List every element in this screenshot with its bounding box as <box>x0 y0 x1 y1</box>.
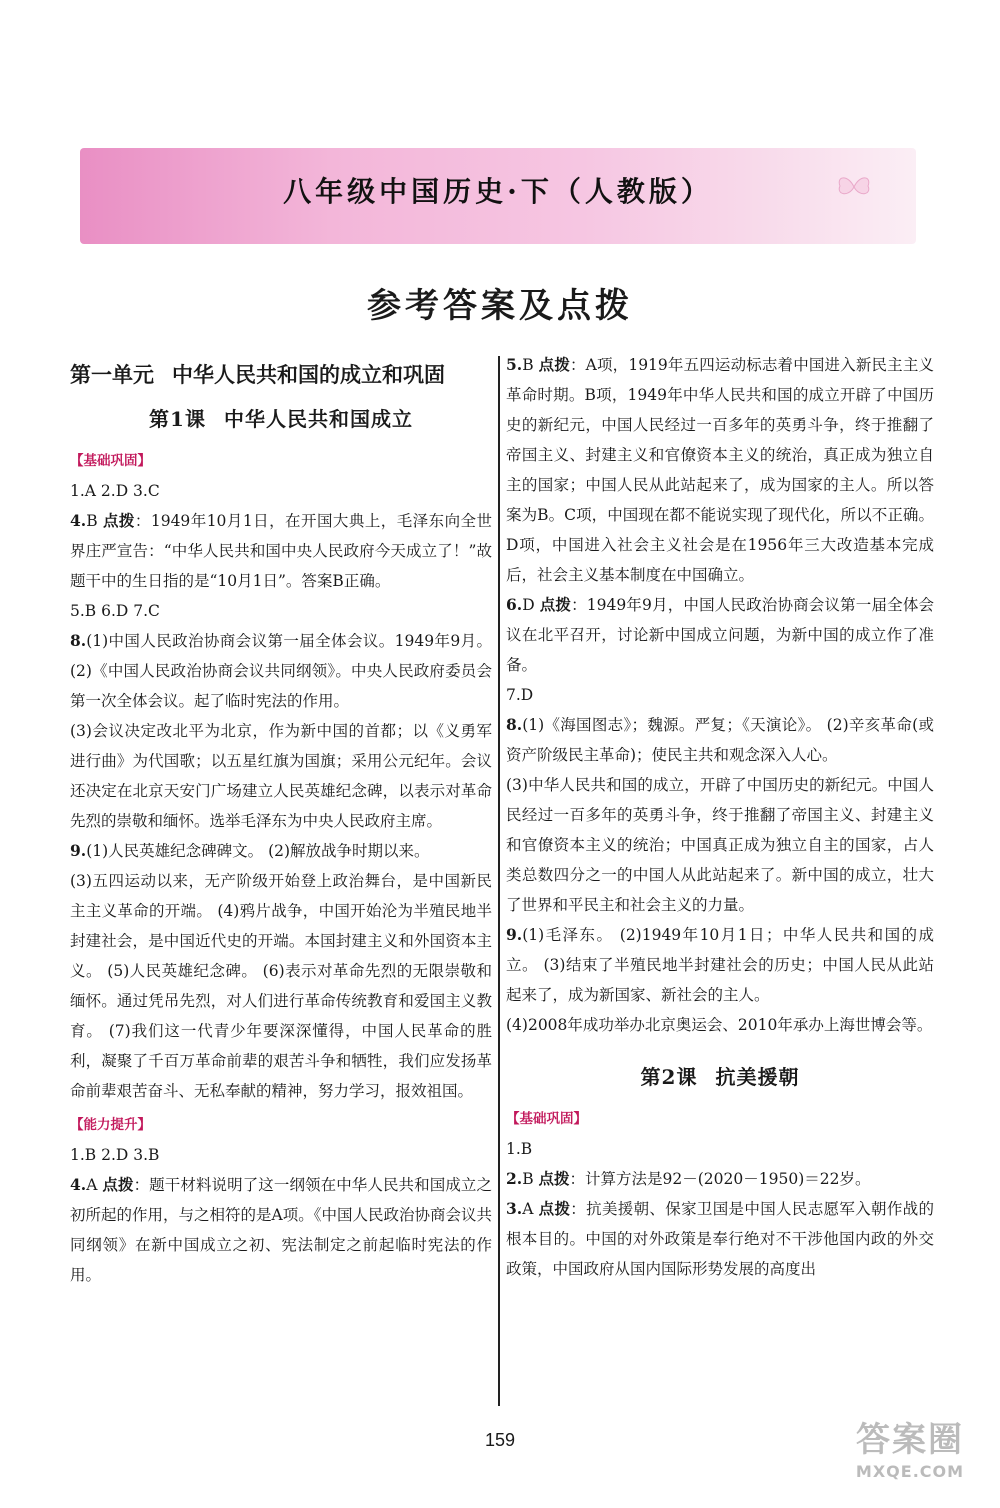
item-number: 4. <box>70 1175 87 1194</box>
right-column <box>506 350 934 1284</box>
item-text: (1)毛泽东。 (2)1949年10月1日；中华人民共和国的成立。 (3)结束了半殖民地半封建社会的历史；中国人民从此站起来了，成为新国家、新社会的主人。 <box>506 926 934 1004</box>
watermark-url: MXQE.COM <box>855 1462 965 1481</box>
answer-continuation: (4)2008年成功举办北京奥运会、2010年承办上海世博会等。 <box>506 1016 933 1034</box>
tip-label: 点拨 <box>102 511 135 530</box>
answer-item <box>70 506 492 596</box>
item-answer: B <box>86 512 103 530</box>
item-number: 8. <box>70 631 87 650</box>
unit-number: 第一单元 <box>70 363 154 387</box>
tip-label: 点拨 <box>538 1169 570 1188</box>
item-number: 2. <box>506 1169 523 1188</box>
answer-line: 1.A 2.D 3.C <box>70 482 160 500</box>
page-number: 159 <box>484 1430 516 1450</box>
section-label: 【基础巩固】 <box>506 1111 587 1127</box>
answer-item <box>506 350 934 590</box>
item-number: 9. <box>70 841 87 860</box>
unit-heading <box>70 360 492 390</box>
item-answer: B <box>522 1170 539 1188</box>
item-number: 3. <box>506 1199 523 1218</box>
answer-item <box>506 590 934 680</box>
answer-item <box>506 920 934 1010</box>
lesson-title: 抗美援朝 <box>715 1065 800 1089</box>
answer-continuation: (3)中华人民共和国的成立，开辟了中国历史的新纪元。中国人民经过一百多年的英勇斗争，终于推翻了帝国主义、封建主义和官僚资本主义的统治；中国真正成为独立自主的国家，占人类总数四分之一的中国人从此站起来了。新中国的成立，壮大了世界和平民主和社会主义的力量。 <box>506 776 934 914</box>
item-text: (1)人民英雄纪念碑碑文。 (2)解放战争时期以来。 <box>86 842 430 860</box>
item-number: 8. <box>506 715 523 734</box>
item-text: ：A项，1919年五四运动标志着中国进入新民主主义革命时期。B项，1949年中华人民共和国的成立开辟了中国历史的新纪元，中国人民经过一百多年的英勇斗争，终于推翻了帝国主义、封建主义和官僚资本主义的统治，真正成为独立自主的国家；中国人民从此站起来了，成为国家的主人。所以答案为B。C项，中国现在都不能说实现了现代化，所以不正确。D项，中国进入社会主义社会是在1956年三大改造基本完成后，社会主义基本制度在中国确立。 <box>506 356 934 584</box>
column-divider <box>498 356 500 1406</box>
lesson-number: 第1课 <box>149 407 206 431</box>
left-column <box>70 350 492 1290</box>
tip-label: 点拨 <box>538 355 570 374</box>
answer-continuation: (3)五四运动以来，无产阶级开始登上政治舞台，是中国新民主主义革命的开端。 (4)鸦片战争，中国开始沦为半殖民地半封建社会，是中国近代史的开端。本国封建主义和外国资本主义。 (5)人民英雄纪念碑。 (6)表示对革命先烈的无限崇敬和缅怀。通过凭吊先烈，对人们进行革命传统教育和爱国主义教育。 (7)我们这一代青少年要深深懂得，中国人民革命的胜利，凝聚了千百万革命前辈的艰苦斗争和牺牲，我们应发扬革命前辈艰苦奋斗、无私奉献的精神，努力学习，报效祖国。 <box>70 872 492 1100</box>
answer-line: 7.D <box>506 686 534 704</box>
answer-item <box>70 1170 492 1290</box>
item-text: (1)中国人民政治协商会议第一届全体会议。1949年9月。 (2)《中国人民政治协商会议共同纲领》。中央人民政府委员会第一次全体会议。起了临时宪法的作用。 <box>70 632 492 710</box>
item-text: ：题干材料说明了这一纲领在中华人民共和国成立之初所起的作用，与之相符的是A项。《中国人民政治协商会议共同纲领》在新中国成立之初、宪法制定之前起临时宪法的作用。 <box>70 1176 492 1284</box>
item-number: 9. <box>506 925 523 944</box>
lesson-number: 第2课 <box>640 1065 698 1089</box>
item-answer: B <box>522 356 539 374</box>
item-number: 6. <box>506 595 523 614</box>
answer-line: 5.B 6.D 7.C <box>70 602 160 620</box>
section-label: 【能力提升】 <box>70 1117 151 1133</box>
answer-line: 1.B <box>506 1140 533 1158</box>
watermark-logo: 答案圈 <box>856 1420 964 1460</box>
item-answer: D <box>522 596 540 614</box>
item-text: ：1949年10月1日，在开国大典上，毛泽东向全世界庄严宣告：“中华人民共和国中央人民政府今天成立了！”故题干中的生日指的是“10月1日”。答案B正确。 <box>70 512 492 590</box>
tip-label: 点拨 <box>539 595 572 614</box>
item-answer: A <box>86 1176 103 1194</box>
item-number: 4. <box>70 511 87 530</box>
answer-item <box>506 1194 934 1284</box>
answer-item <box>70 836 492 866</box>
lesson-heading <box>70 404 492 434</box>
banner-title: 八年级中国历史·下（人教版） <box>283 175 713 208</box>
tip-label: 点拨 <box>102 1175 134 1194</box>
answer-line: 1.B 2.D 3.B <box>70 1146 160 1164</box>
item-text: (1)《海国图志》；魏源。严复；《天演论》。 (2)辛亥革命(或资产阶级民主革命)；使民主共和观念深入人心。 <box>506 716 934 764</box>
item-number: 5. <box>506 355 523 374</box>
item-text: ：抗美援朝、保家卫国是中国人民志愿军入朝作战的根本目的。中国的对外政策是奉行绝对不干涉他国内政的外交政策，中国政府从国内国际形势发展的高度出 <box>506 1200 934 1278</box>
item-answer: A <box>522 1200 539 1218</box>
title-banner <box>80 148 916 244</box>
answer-continuation: (3)会议决定改北平为北京，作为新中国的首都；以《义勇军进行曲》为代国歌；以五星红旗为国旗；采用公元纪年。会议还决定在北京天安门广场建立人民英雄纪念碑，以表示对革命先烈的崇敬和缅怀。选举毛泽东为中央人民政府主席。 <box>70 722 492 830</box>
section-label: 【基础巩固】 <box>70 453 151 469</box>
item-text: ：计算方法是92－(2020－1950)＝22岁。 <box>569 1170 871 1188</box>
answer-item <box>506 710 934 770</box>
item-text: ：1949年9月，中国人民政治协商会议第一届全体会议在北平召开，讨论新中国成立问题，为新中国的成立作了准备。 <box>506 596 934 674</box>
butterfly-icon <box>834 172 874 202</box>
answer-item <box>506 1164 934 1194</box>
lesson-title: 中华人民共和国成立 <box>223 407 413 431</box>
unit-title: 中华人民共和国的成立和巩固 <box>172 363 445 387</box>
answer-item <box>70 626 492 716</box>
lesson-heading <box>506 1062 934 1092</box>
tip-label: 点拨 <box>538 1199 571 1218</box>
watermark <box>840 1418 980 1496</box>
page-title: 参考答案及点拨 <box>367 286 633 326</box>
